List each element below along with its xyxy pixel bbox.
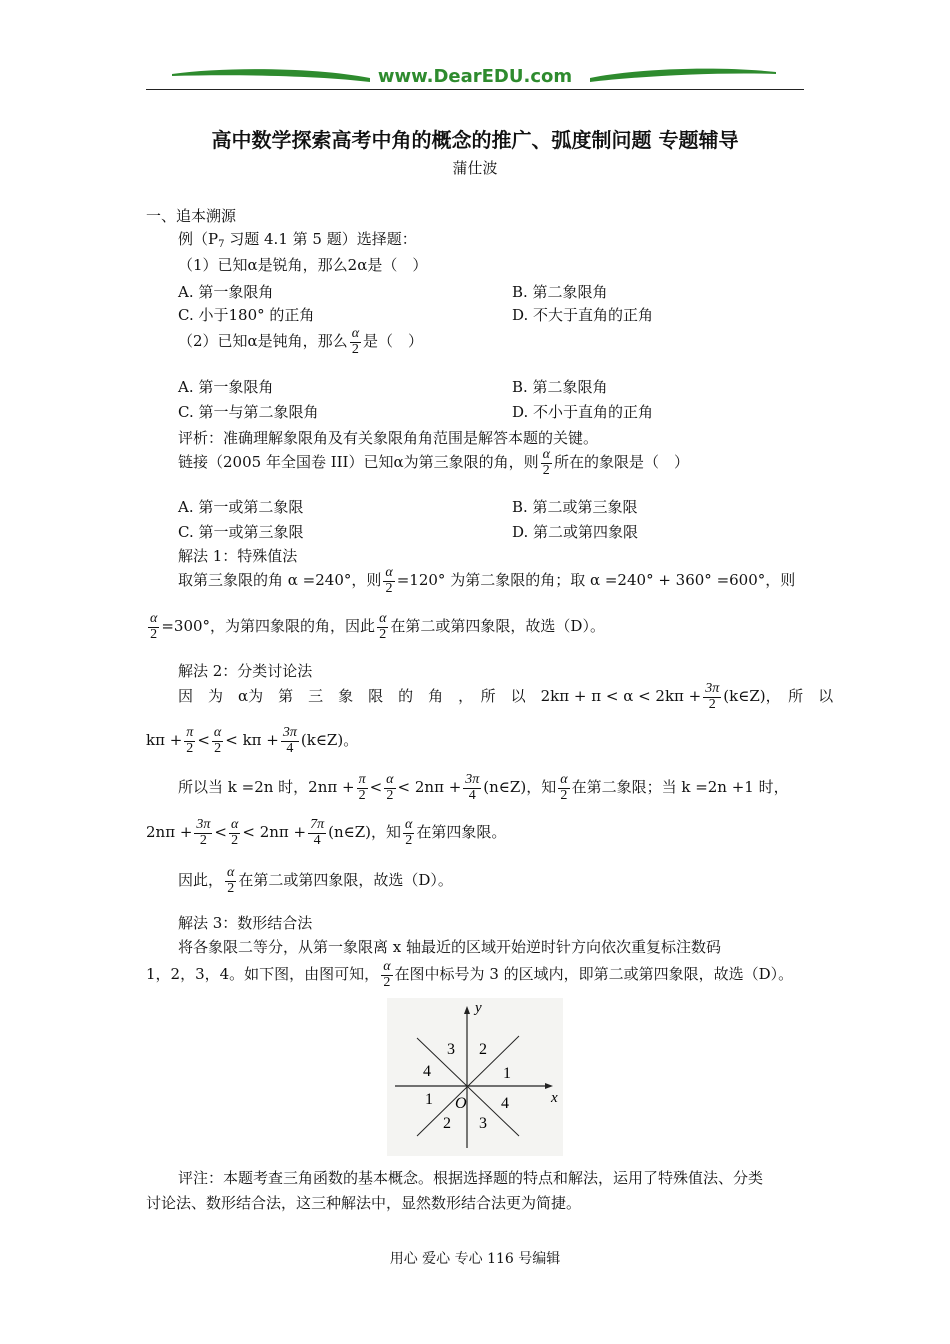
region-label: 1: [503, 1065, 511, 1082]
method-title: 解法 1：特殊值法: [178, 547, 298, 565]
link-question: 链接（2005 年全国卷 III）已知α为第三象限的角，则 $\frac{\alpha}{2}$ 所在的象限是（ ）: [178, 447, 689, 478]
y-axis-arrow-icon: [464, 1006, 470, 1014]
question-1: （1）已知α是锐角，那么2α是（ ）: [178, 256, 428, 274]
fraction: $\frac{3\pi}{2}$: [705, 681, 720, 712]
method1-line1: 取第三象限的角 α =240°，则 $\frac{\alpha}{2}$ =120° 为第二象限的角；取 α =240° + 360° =600°，则: [178, 565, 796, 596]
option: C. 小于180° 的正角: [178, 306, 315, 324]
region-label: 3: [447, 1041, 455, 1058]
method-title: 解法 3：数形结合法: [178, 914, 313, 932]
fraction: $\frac{\alpha}{2}$: [385, 565, 393, 596]
comment: 评注：本题考查三角函数的基本概念。根据选择题的特点和解法，运用了特殊值法、分类: [178, 1169, 764, 1187]
option: B. 第二或第三象限: [512, 498, 638, 516]
question-2: （2）已知α是钝角，那么 $\frac{\alpha}{2}$ 是（ ）: [178, 326, 424, 357]
header-logo: [170, 60, 780, 92]
fraction: $\frac{7\pi}{4}$: [310, 817, 325, 848]
option: D. 不小于直角的正角: [512, 403, 654, 421]
x-axis-arrow-icon: [545, 1083, 553, 1089]
quadrant-figure: [387, 998, 563, 1156]
example-intro: 例（$P_7$ 习题 4.1 第 5 题）选择题：: [178, 230, 417, 250]
footer: 用心 爱心 专心 116 号编辑: [389, 1251, 561, 1267]
option: A. 第一象限角: [178, 378, 274, 396]
origin-label: O: [455, 1095, 467, 1112]
author: 蒲仕波: [452, 159, 498, 177]
method3-line2: 1，2，3，4。如下图，由图可知， $\frac{\alpha}{2}$ 在图中标号为 3 的区域内，即第二或第四象限，故选（D）。: [146, 959, 794, 990]
region-label: 2: [443, 1115, 451, 1132]
fraction: $\frac{\alpha}{2}$: [560, 772, 568, 803]
option: A. 第一或第二象限: [178, 498, 304, 516]
fraction: $\frac{\alpha}{2}$: [227, 865, 235, 896]
fraction: $\frac{\pi}{2}$: [358, 772, 366, 803]
region-label: 4: [423, 1063, 431, 1080]
logo-text: www.DearEDU.com: [377, 66, 573, 87]
region-label: 3: [479, 1115, 487, 1132]
fraction: $\frac{\alpha}{2}$: [405, 817, 413, 848]
fraction: $\frac{\alpha}{2}$: [150, 611, 158, 642]
region-label: 4: [501, 1095, 509, 1112]
option: C. 第一与第二象限角: [178, 403, 319, 421]
fraction: $\frac{3\pi}{4}$: [282, 725, 297, 756]
comment: 评析：准确理解象限角及有关象限角角范围是解答本题的关键。: [178, 429, 599, 447]
fraction: $\frac{\pi}{2}$: [186, 725, 194, 756]
method2-line1: 因 为 α为 第 三 象 限 的 角 ， 所 以 2kπ + π < α < 2kπ + $\frac{3\pi}{2}$ (k∈Z)， 所 以: [178, 681, 834, 712]
option: A. 第一象限角: [178, 283, 274, 301]
fraction: $\frac{\alpha}{2}$: [383, 959, 391, 990]
fraction: $\frac{3\pi}{2}$: [196, 817, 211, 848]
region-label: 2: [479, 1041, 487, 1058]
method2-line2: kπ + $\frac{\pi}{2}$ < $\frac{\alpha}{2}$ < kπ + $\frac{3\pi}{4}$ (k∈Z)。: [146, 725, 359, 756]
fraction: $\frac{\alpha}{2}$: [231, 817, 239, 848]
fraction: $\frac{\alpha}{2}$: [351, 326, 360, 357]
fraction: $\frac{\alpha}{2}$: [213, 725, 222, 756]
method2-line4: 2nπ + $\frac{3\pi}{2}$ < $\frac{\alpha}{2}$ < 2nπ + $\frac{7\pi}{4}$ (n∈Z)，知 $\frac{\alpha}{2}$ 在第四象限。: [146, 817, 507, 848]
fraction: $\frac{\alpha}{2}$: [379, 611, 387, 642]
fraction: $\frac{\alpha}{2}$: [542, 447, 550, 478]
fraction: $\frac{\alpha}{2}$: [386, 772, 394, 803]
method2-line5: 因此， $\frac{\alpha}{2}$ 在第二或第四象限，故选（D）。: [178, 865, 453, 896]
fraction: $\frac{3\pi}{4}$: [465, 772, 480, 803]
section-heading: 一、追本溯源: [146, 207, 237, 225]
header-rule: [146, 89, 804, 90]
method2-line3: 所以当 k =2n 时，2nπ + $\frac{\pi}{2}$ < $\frac{\alpha}{2}$ < 2nπ + $\frac{3\pi}{4}$ (n∈Z)，知 $\frac{\alpha}{2}$ 在第二象限；当 k =2n +1 时，: [178, 772, 789, 803]
method3-line1: 将各象限二等分，从第一象限离 x 轴最近的区域开始逆时针方向依次重复标注数码: [178, 938, 721, 956]
comment: 讨论法、数形结合法，这三种解法中，显然数形结合法更为简捷。: [146, 1194, 582, 1212]
x-label: x: [551, 1090, 558, 1106]
logo-swoosh-icon: [170, 60, 780, 92]
option: B. 第二象限角: [512, 283, 608, 301]
quadrant-diagram: [387, 998, 563, 1156]
page-title: 高中数学探索高考中角的概念的推广、弧度制问题 专题辅导: [211, 128, 739, 152]
option: D. 第二或第四象限: [512, 523, 639, 541]
method-title: 解法 2：分类讨论法: [178, 662, 313, 680]
option: D. 不大于直角的正角: [512, 306, 654, 324]
option: B. 第二象限角: [512, 378, 608, 396]
region-label: 1: [425, 1091, 433, 1108]
option: C. 第一或第三象限: [178, 523, 304, 541]
y-label: y: [475, 1000, 482, 1016]
method1-line2: $\frac{\alpha}{2}$ =300°，为第四象限的角，因此 $\frac{\alpha}{2}$ 在第二或第四象限，故选（D）。: [150, 611, 605, 642]
